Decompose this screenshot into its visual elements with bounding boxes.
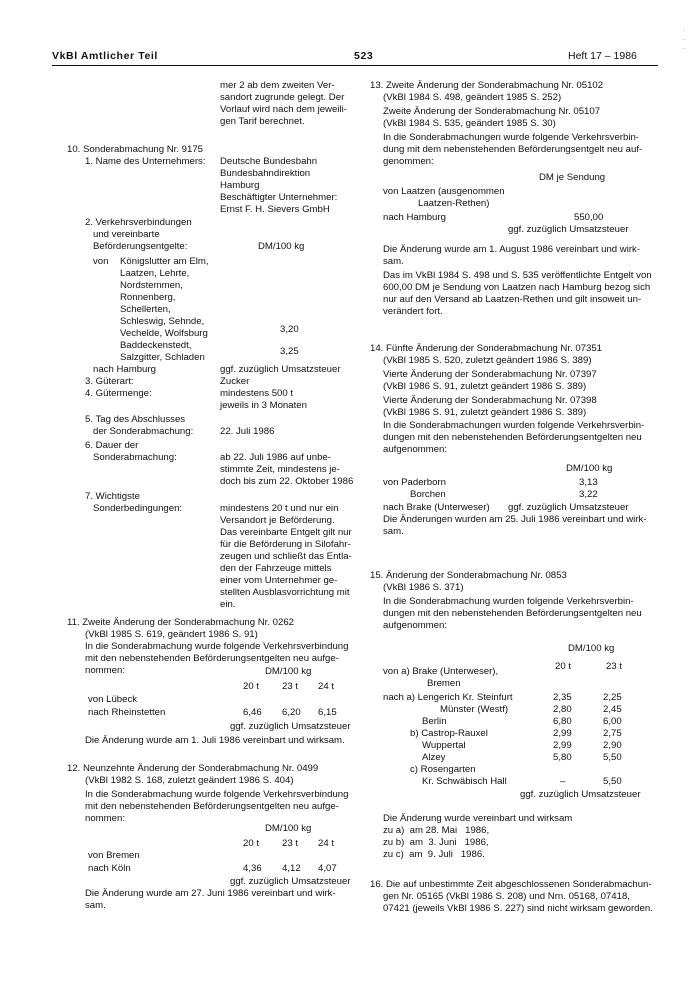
origin-station: Schellerten, bbox=[120, 304, 171, 315]
body-text: dungen mit den nebenstehenden Beförderungsentgelten neu bbox=[383, 432, 642, 443]
column-header: 23 t bbox=[282, 838, 299, 849]
column-header: 24 t bbox=[318, 681, 335, 692]
destination: nach Brake (Unterweser) bbox=[383, 502, 490, 513]
section-10-title: 10. Sonderabmachung Nr. 9175 bbox=[67, 144, 204, 155]
origin: von Paderborn bbox=[383, 477, 446, 488]
field-value: Bundesbahndirektion bbox=[220, 168, 311, 179]
reference: (VkBl 1986 S. 91, zuletzt geändert 1986 S. 389) bbox=[383, 381, 587, 392]
journal-title: VkBl Amtlicher Teil bbox=[52, 50, 158, 62]
body-text: Vierte Änderung der Sonderabmachung Nr. 07397 bbox=[383, 369, 597, 380]
body-text: In die Sonderabmachung wurde folgende Verkehrsverbindung bbox=[85, 641, 349, 652]
effective-date: zu a) am 28. Mai 1986, bbox=[383, 825, 490, 836]
body-text: sam. bbox=[383, 526, 404, 537]
origin: Borchen bbox=[410, 489, 446, 500]
field-label: 1. Name des Unternehmers: bbox=[85, 156, 206, 167]
body-text: aufgenommen: bbox=[383, 620, 447, 631]
field-label: Sonderbedingungen: bbox=[93, 503, 183, 514]
origin: Bremen bbox=[427, 678, 461, 689]
body-text: Zweite Änderung der Sonderabmachung Nr. 05107 bbox=[383, 106, 601, 117]
table-row-label: b) Castrop-Rauxel bbox=[410, 728, 488, 739]
field-value: Zucker bbox=[220, 376, 250, 387]
tax-note: ggf. zuzüglich Umsatzsteuer bbox=[520, 789, 641, 800]
origin: Laatzen-Rethen) bbox=[418, 198, 490, 209]
price-value: 2,25 bbox=[603, 692, 622, 703]
origin: von Laatzen (ausgenommen bbox=[383, 186, 505, 197]
origin-station: Nordstemmen, bbox=[120, 280, 183, 291]
field-value: mindestens 20 t und nur ein bbox=[220, 503, 339, 514]
body-text: 600,00 DM je Sendung von Laatzen nach Hamburg bezog sich bbox=[383, 282, 651, 293]
margin-marks: · · · bbox=[683, 26, 686, 53]
price-value: 5,50 bbox=[603, 752, 622, 763]
field-value: den der Fahrzeuge mittels bbox=[220, 563, 332, 574]
field-value: doch bis zum 22. Oktober 1986 bbox=[220, 476, 354, 487]
table-row-label: Wuppertal bbox=[422, 740, 466, 751]
section-12-title: 12. Neunzehnte Änderung der Sonderabmachung Nr. 0499 bbox=[67, 763, 319, 774]
table-row-label: Alzey bbox=[422, 752, 446, 763]
field-value: stimmte Zeit, mindestens je- bbox=[220, 464, 340, 475]
table-row-label: Münster (Westf) bbox=[440, 704, 509, 715]
reference: (VkBl 1986 S. 371) bbox=[383, 582, 464, 593]
field-label: 5. Tag des Abschlusses bbox=[85, 414, 186, 425]
body-text: Die Änderung wurde am 27. Juni 1986 vereinbart und wirk- bbox=[85, 888, 336, 899]
field-value: Ernst F. H. Sievers GmbH bbox=[220, 204, 330, 215]
price-value: 2,45 bbox=[603, 704, 622, 715]
origin-station: Königslutter am Elm, bbox=[120, 256, 209, 267]
body-text: In die Sonderabmachungen wurde folgende Verkehrsverbin- bbox=[383, 132, 640, 143]
origin: von Bremen bbox=[88, 850, 140, 861]
price-value: 2,35 bbox=[553, 692, 572, 703]
section-11-title: 11. Zweite Änderung der Sonderabmachung Nr. 0262 bbox=[67, 617, 295, 628]
header-rule bbox=[52, 65, 658, 66]
destination: nach Rheinstetten bbox=[88, 707, 166, 718]
continuation-line: Vorlauf wird nach dem jeweili- bbox=[220, 104, 347, 115]
field-value: für die Beförderung in Silofahr- bbox=[220, 539, 351, 550]
body-text: sam. bbox=[383, 256, 404, 267]
field-value: 22. Juli 1986 bbox=[220, 426, 275, 437]
price-value: 4,36 bbox=[243, 863, 262, 874]
section-15-title: 15. Änderung der Sonderabmachung Nr. 0853 bbox=[370, 570, 567, 581]
tax-note: ggf. zuzüglich Umsatzsteuer bbox=[230, 876, 351, 887]
body-text: Die Änderung wurde vereinbart und wirksam bbox=[383, 813, 573, 824]
effective-date: zu b) am 3. Juni 1986, bbox=[383, 837, 489, 848]
price-value: 3,20 bbox=[280, 324, 299, 335]
field-value: Deutsche Bundesbahn bbox=[220, 156, 318, 167]
field-value: Beschäftigter Unternehmer: bbox=[220, 192, 338, 203]
field-label: 2. Verkehrsverbindungen bbox=[85, 217, 192, 228]
field-label: 3. Güterart: bbox=[85, 376, 134, 387]
field-label: und vereinbarte bbox=[93, 229, 160, 240]
field-value: Hamburg bbox=[220, 180, 260, 191]
body-text: Die Änderungen wurden am 25. Juli 1986 vereinbart und wirk- bbox=[383, 514, 647, 525]
field-label: Beförderungsentgelte: bbox=[93, 241, 188, 252]
price-value: 2,80 bbox=[553, 704, 572, 715]
price-value: 2,99 bbox=[553, 740, 572, 751]
field-label: 7. Wichtigste bbox=[85, 491, 140, 502]
price-value: 3,22 bbox=[579, 489, 598, 500]
reference: (VkBl 1984 S. 535, geändert 1985 S. 30) bbox=[383, 118, 556, 129]
body-text: Die Änderung wurde am 1. Juli 1986 vereinbart und wirksam. bbox=[85, 735, 345, 746]
field-label: Sonderabmachung: bbox=[93, 452, 177, 463]
body-text: genommen: bbox=[383, 156, 434, 167]
section-16-title: 16. Die auf unbestimmte Zeit abgeschlossenen Sonderabmachun- bbox=[370, 879, 652, 890]
column-header: 20 t bbox=[555, 661, 572, 672]
table-row-label: c) Rosengarten bbox=[410, 764, 476, 775]
field-value: ein. bbox=[220, 599, 236, 610]
body-text: gen Nr. 05165 (VkBl 1986 S. 208) und Nrn. 05168, 07418, bbox=[383, 891, 630, 902]
body-text: In die Sonderabmachungen wurden folgende Verkehrsverbin- bbox=[383, 420, 645, 431]
issue-label: Heft 17 – 1986 bbox=[568, 50, 637, 62]
field-value: jeweils in 3 Monaten bbox=[220, 400, 307, 411]
price-value: 2,99 bbox=[553, 728, 572, 739]
field-label: 4. Gütermenge: bbox=[85, 388, 152, 399]
destination: nach Hamburg bbox=[383, 212, 446, 223]
unit-label: DM/100 kg bbox=[568, 643, 615, 654]
reference: (VkBl 1986 S. 91, zuletzt geändert 1986 S. 389) bbox=[383, 407, 587, 418]
reference: (VkBl 1985 S. 619, geändert 1986 S. 91) bbox=[85, 629, 258, 640]
route-from-label: von bbox=[93, 256, 109, 267]
body-text: aufgenommen: bbox=[383, 444, 447, 455]
destination: nach Hamburg bbox=[93, 364, 156, 375]
body-text: Die Änderung wurde am 1. August 1986 vereinbart und wirk- bbox=[383, 244, 641, 255]
field-value: einer vom Unternehmer ge- bbox=[220, 575, 338, 586]
origin-station: Vechelde, Wolfsburg bbox=[120, 328, 208, 339]
origin-station: Laatzen, Lehrte, bbox=[120, 268, 190, 279]
column-header: 23 t bbox=[282, 681, 299, 692]
price-value: 3,25 bbox=[280, 346, 299, 357]
unit-label: DM je Sendung bbox=[539, 172, 606, 183]
body-text: Vierte Änderung der Sonderabmachung Nr. 07398 bbox=[383, 395, 597, 406]
price-value: 6,80 bbox=[553, 716, 572, 727]
body-text: dung mit dem nebenstehenden Beförderungsentgelt neu auf- bbox=[383, 144, 643, 155]
unit-label: DM/100 kg bbox=[265, 823, 312, 834]
column-header: 24 t bbox=[318, 838, 335, 849]
tax-note: ggf. zuzüglich Umsatzsteuer bbox=[508, 224, 629, 235]
price-value: 3,13 bbox=[579, 477, 598, 488]
body-text: dungen mit den nebenstehenden Beförderungsentgelten neu bbox=[383, 608, 642, 619]
body-text: nommen: bbox=[85, 813, 125, 824]
column-header: 23 t bbox=[606, 661, 623, 672]
tax-note: ggf. zuzüglich Umsatzsteuer bbox=[508, 502, 629, 513]
table-row-label: Berlin bbox=[422, 716, 447, 727]
origin-station: Ronnenberg, bbox=[120, 292, 176, 303]
continuation-line: sandort zugrunde gelegt. Der bbox=[220, 92, 345, 103]
field-label: 6. Dauer der bbox=[85, 440, 139, 451]
table-row-label: Kr. Schwäbisch Hall bbox=[422, 776, 507, 787]
body-text: In die Sonderabmachung wurden folgende Verkehrsverbin- bbox=[383, 596, 634, 607]
price-value: 4,12 bbox=[282, 863, 301, 874]
field-label: der Sonderabmachung: bbox=[93, 426, 194, 437]
field-value: Versandort je Beförderung. bbox=[220, 515, 335, 526]
body-text: nur auf den Versand ab Laatzen-Rethen und gilt insoweit un- bbox=[383, 294, 642, 305]
price-value: 6,15 bbox=[318, 707, 337, 718]
price-value: 6,00 bbox=[603, 716, 622, 727]
price-value: – bbox=[560, 776, 566, 787]
reference: (VkBl 1982 S. 168, zuletzt geändert 1986 S. 404) bbox=[85, 775, 294, 786]
origin-station: Schleswig, Sehnde, bbox=[120, 316, 205, 327]
section-14-title: 14. Fünfte Änderung der Sonderabmachung Nr. 07351 bbox=[370, 343, 603, 354]
price-value: 5,50 bbox=[603, 776, 622, 787]
reference: (VkBl 1984 S. 498, geändert 1985 S. 252) bbox=[383, 92, 562, 103]
body-text: nommen: bbox=[85, 665, 125, 676]
body-text: 07421 (jeweils VkBl 1986 S. 227) sind nicht wirksam geworden. bbox=[383, 903, 653, 914]
unit-label: DM/100 kg bbox=[566, 463, 613, 474]
body-text: In die Sonderabmachung wurde folgende Verkehrsverbindung bbox=[85, 789, 349, 800]
effective-date: zu c) am 9. Juli 1986. bbox=[383, 849, 485, 860]
price-value: 2,75 bbox=[603, 728, 622, 739]
price-value: 6,20 bbox=[282, 707, 301, 718]
origin: von a) Brake (Unterweser), bbox=[383, 666, 499, 677]
price-value: 6,46 bbox=[243, 707, 262, 718]
origin-station: Baddeckenstedt, bbox=[120, 340, 192, 351]
unit-label: DM/100 kg bbox=[258, 241, 305, 252]
reference: (VkBl 1985 S. 520, zuletzt geändert 1986 S. 389) bbox=[383, 355, 592, 366]
field-value: ab 22. Juli 1986 auf unbe- bbox=[220, 452, 331, 463]
table-row-label: nach a) Lengerich Kr. Steinfurt bbox=[383, 692, 513, 703]
body-text: sam. bbox=[85, 900, 106, 911]
field-value: zeugen und schließt das Entla- bbox=[220, 551, 352, 562]
price-value: 550,00 bbox=[574, 212, 604, 223]
column-header: 20 t bbox=[243, 681, 260, 692]
origin: von Lübeck bbox=[88, 694, 138, 705]
continuation-line: mer 2 ab dem zweiten Ver- bbox=[220, 80, 335, 91]
body-text: Das im VkBl 1984 S. 498 und S. 535 veröffentlichte Entgelt von bbox=[383, 270, 652, 281]
section-13-title: 13. Zweite Änderung der Sonderabmachung Nr. 05102 bbox=[370, 80, 604, 91]
tax-note: ggf. zuzüglich Umsatzsteuer bbox=[220, 364, 341, 375]
price-value: 4,07 bbox=[318, 863, 337, 874]
field-value: mindestens 500 t bbox=[220, 388, 294, 399]
continuation-line: gen Tarif berechnet. bbox=[220, 116, 305, 127]
field-value: stellten Ausblasvorrichtung mit bbox=[220, 587, 350, 598]
unit-label: DM/100 kg bbox=[265, 666, 312, 677]
price-value: 2,90 bbox=[603, 740, 622, 751]
destination: nach Köln bbox=[88, 863, 131, 874]
tax-note: ggf. zuzüglich Umsatzsteuer bbox=[230, 721, 351, 732]
price-value: 5,80 bbox=[553, 752, 572, 763]
body-text: mit den nebenstehenden Beförderungsentgelten neu aufge- bbox=[85, 653, 339, 664]
body-text: mit den nebenstehenden Beförderungsentgelten neu aufge- bbox=[85, 801, 339, 812]
field-value: Das vereinbarte Entgelt gilt nur bbox=[220, 527, 352, 538]
page-number: 523 bbox=[354, 50, 374, 62]
body-text: verändert fort. bbox=[383, 306, 443, 317]
origin-station: Salzgitter, Schladen bbox=[120, 352, 205, 363]
column-header: 20 t bbox=[243, 838, 260, 849]
